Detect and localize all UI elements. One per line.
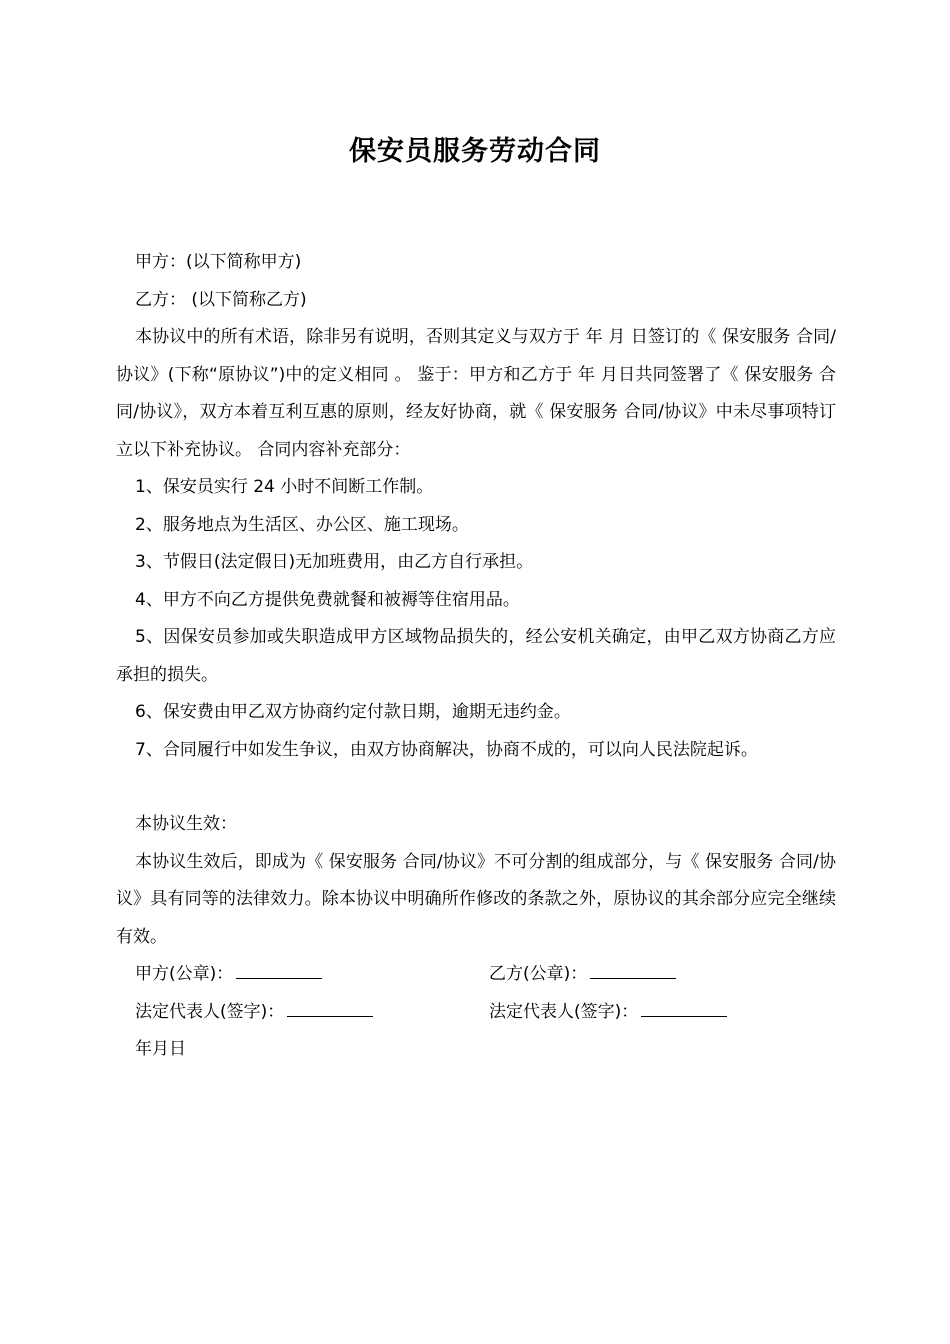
effect-paragraph: 本协议生效后，即成为《 保安服务 合同/协议》不可分割的组成部分，与《 保安服务 合同/协议》具有同等的法律效力。除本协议中明确所作修改的条款之外，原协议的其余部分应完全继续有效。: [116, 851, 836, 947]
date-line: 年月日: [135, 1039, 186, 1059]
document-title: 保安员服务劳动合同: [349, 136, 601, 167]
party-a-line: 甲方：(以下简称甲方): [135, 252, 302, 272]
party-a-rep: [135, 994, 489, 1032]
seal-row: [116, 956, 836, 994]
party-b-rep-label: 法定代表人(签字)：: [489, 1001, 639, 1022]
party-b-seal: [489, 956, 836, 994]
clause-2: 2、服务地点为生活区、办公区、施工现场。: [135, 514, 469, 535]
party-a-seal: [135, 956, 489, 994]
effect-heading: 本协议生效：: [135, 814, 237, 834]
document-body: [116, 244, 836, 1069]
party-a-rep-blank: [287, 996, 373, 1017]
clause-6: 6、保安费由甲乙双方协商约定付款日期，逾期无违约金。: [135, 702, 571, 722]
spacer: [116, 769, 836, 806]
party-a-seal-blank: [236, 958, 322, 979]
party-b-seal-blank: [590, 958, 676, 979]
clause-7: 7、合同履行中如发生争议，由双方协商解决，协商不成的，可以向人民法院起诉。: [135, 739, 758, 760]
party-b-seal-label: 乙方(公章)：: [489, 964, 588, 984]
representative-row: [116, 994, 836, 1032]
party-b-rep: [489, 994, 836, 1032]
clause-4: 4、甲方不向乙方提供免费就餐和被褥等住宿用品。: [135, 589, 520, 610]
clause-5: 5、因保安员参加或失职造成甲方区域物品损失的，经公安机关确定，由甲乙双方协商乙方应承担的损失。: [116, 627, 836, 685]
party-a-seal-label: 甲方(公章)：: [135, 964, 234, 984]
party-b-rep-blank: [641, 996, 727, 1017]
party-b-line: 乙方： (以下简称乙方): [135, 289, 307, 310]
intro-paragraph: 本协议中的所有术语，除非另有说明，否则其定义与双方于 年 月 日签订的《 保安服务 合同/协议》(下称“原协议”)中的定义相同 。 鉴于：甲方和乙方于 年 月日共同签署了《 保安服务 合同/协议》，双方本着互利互惠的原则，经友好协商，就《 保安服务 合同/协议》中未尽事项特订立以下补充协议。 合同内容补充部分：: [116, 327, 836, 460]
party-a-rep-label: 法定代表人(签字)：: [135, 1001, 285, 1022]
clause-3: 3、节假日(法定假日)无加班费用，由乙方自行承担。: [135, 552, 534, 572]
clause-1: 1、保安员实行 24 小时不间断工作制。: [135, 477, 434, 497]
